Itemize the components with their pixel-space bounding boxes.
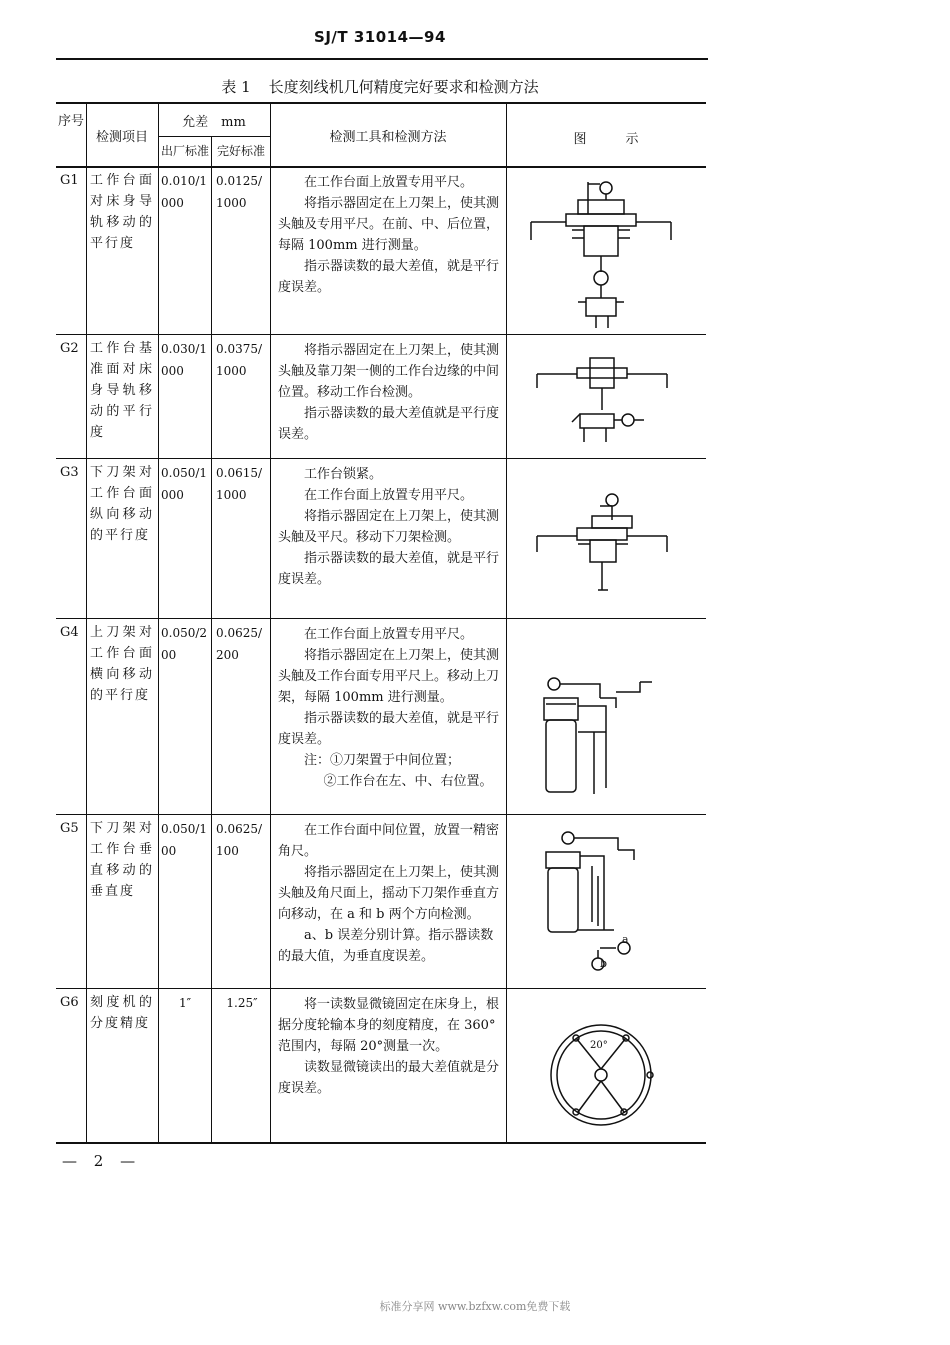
method-line: 将指示器固定在上刀架上，使其测头触及平尺。移动下刀架检测。 <box>278 509 500 545</box>
row-rule <box>56 334 706 335</box>
row-g3-item <box>90 462 154 546</box>
row-rule <box>56 814 706 815</box>
figure-g3 <box>532 486 672 596</box>
row-g3-item-text: 下刀架对工作台面纵向移动的平行度 <box>90 465 154 543</box>
row-rule <box>56 618 706 619</box>
row-g1-good: 0.0125/1000 <box>216 174 263 210</box>
row-g5-good: 0.0625/100 <box>216 822 263 858</box>
row-g1-method <box>278 172 502 298</box>
header-figure: 图 示 <box>573 132 639 147</box>
header-good: 完好标准 <box>216 144 265 158</box>
method-line: 指示器读数的最大差值，就是平行度误差。 <box>278 551 500 587</box>
method-line: 将一读数显微镜固定在床身上，根据分度轮输本身的刻度精度，在 360° 范围内，每隔 20°测量一次。 <box>278 997 500 1054</box>
tolerance-split-rule <box>158 136 270 137</box>
row-g6-factory: 1″ <box>178 996 192 1010</box>
row-g3-good: 0.0615/1000 <box>216 466 263 502</box>
spec-table <box>56 102 706 1144</box>
watermark: 标准分享网 www.bzfxw.com免费下载 <box>379 1300 571 1313</box>
row-g5-factory: 0.050/100 <box>161 822 208 858</box>
header-item: 检测项目 <box>95 130 148 145</box>
row-rule <box>56 988 706 989</box>
method-line: 在工作台面上放置专用平尺。 <box>304 627 474 642</box>
method-line: 将指示器固定在上刀架上，使其测头触及专用平尺。在前、中、后位置，每隔 100mm 进行测量。 <box>278 196 500 253</box>
method-note: ②工作台在左、中、右位置。 <box>323 774 493 789</box>
method-line: 在工作台面中间位置，放置一精密角尺。 <box>278 823 500 859</box>
table-title <box>0 76 760 97</box>
method-line: 指示器读数的最大差值，就是平行度误差。 <box>278 259 500 295</box>
header-bottom-rule <box>56 166 706 168</box>
method-line: a、b 误差分别计算。指示器读数的最大值，为垂直度误差。 <box>278 928 494 964</box>
row-g6-good: 1.25″ <box>226 996 258 1010</box>
table-number: 表 1 <box>221 78 251 96</box>
header-tolerance: 允差 mm <box>182 115 246 130</box>
col-rule <box>86 102 87 1144</box>
row-g2-method <box>278 340 502 445</box>
col-rule <box>158 102 159 1144</box>
header-seq: 序号 <box>58 114 85 129</box>
method-line: 将指示器固定在上刀架上，使其测头触及靠刀架一侧的工作台边缘的中间位置。移动工作台检测。 <box>278 343 500 400</box>
row-g1-factory: 0.010/1000 <box>161 174 208 210</box>
method-line: 读数显微镜读出的最大差值就是分度误差。 <box>278 1060 500 1096</box>
header-rule <box>56 58 708 60</box>
method-line: 在工作台面上放置专用平尺。 <box>304 488 474 503</box>
row-g2-good: 0.0375/1000 <box>216 342 263 378</box>
table-bottom-rule <box>56 1142 706 1144</box>
header-method: 检测工具和检测方法 <box>329 130 447 145</box>
row-g4-good: 0.0625/200 <box>216 626 263 662</box>
row-g1-item-text: 工作台面对床身导轨移动的平行度 <box>90 173 154 251</box>
row-g6-id: G6 <box>60 995 79 1010</box>
row-g5-id: G5 <box>60 821 79 836</box>
col-rule <box>211 136 212 1144</box>
row-g2-item-text: 工作台基准面对床身导轨移动的平行度 <box>90 341 154 440</box>
row-g6-item-text: 刻度机的分度精度 <box>90 995 154 1031</box>
figure-g5-label-b: b <box>600 957 608 970</box>
method-line: 将指示器固定在上刀架上，使其测头触及角尺面上，摇动下刀架作垂直方向移动，在 a 和 b 两个方向检测。 <box>278 865 500 922</box>
row-g3-factory: 0.050/1000 <box>161 466 208 502</box>
row-g2-factory: 0.030/1000 <box>161 342 208 378</box>
row-g4-item <box>90 622 154 706</box>
row-g5-method <box>278 820 502 967</box>
row-g2-item <box>90 338 154 443</box>
method-line: 指示器读数的最大差值就是平行度误差。 <box>278 406 500 442</box>
page-number: — 2 — <box>62 1152 142 1170</box>
col-rule <box>270 102 271 1144</box>
row-g2-id: G2 <box>60 341 79 356</box>
row-g4-factory: 0.050/200 <box>161 626 208 662</box>
figure-g6-angle-label: 20° <box>590 1040 608 1051</box>
table-title-text: 长度刻线机几何精度完好要求和检测方法 <box>268 78 539 96</box>
method-line: 将指示器固定在上刀架上，使其测头触及工作台面专用平尺上。移动上刀架，每隔 100mm 进行测量。 <box>278 648 500 705</box>
figure-g2 <box>532 352 672 447</box>
figure-g1 <box>526 180 676 330</box>
row-g1-item <box>90 170 154 254</box>
row-g4-item-text: 上刀架对工作台面横向移动的平行度 <box>90 625 154 703</box>
figure-g6 <box>546 1020 656 1130</box>
row-g1-id: G1 <box>60 173 79 188</box>
method-note: 注：①刀架置于中间位置； <box>304 753 461 768</box>
figure-g4 <box>536 662 666 802</box>
row-rule <box>56 458 706 459</box>
method-line: 工作台锁紧。 <box>304 467 383 482</box>
method-line: 在工作台面上放置专用平尺。 <box>304 175 474 190</box>
col-rule <box>506 102 507 1144</box>
method-line: 指示器读数的最大差值，就是平行度误差。 <box>278 711 500 747</box>
row-g3-id: G3 <box>60 465 79 480</box>
row-g3-method <box>278 464 502 590</box>
row-g4-id: G4 <box>60 625 79 640</box>
standard-code: SJ/T 31014—94 <box>314 28 446 46</box>
row-g4-method <box>278 624 502 792</box>
row-g6-method <box>278 994 502 1099</box>
figure-g5-label-a: a <box>622 933 629 946</box>
row-g5-item <box>90 818 154 902</box>
row-g6-item <box>90 992 154 1034</box>
row-g5-item-text: 下刀架对工作台垂直移动的垂直度 <box>90 821 154 899</box>
header-factory: 出厂标准 <box>160 144 209 158</box>
table-top-rule <box>56 102 706 104</box>
